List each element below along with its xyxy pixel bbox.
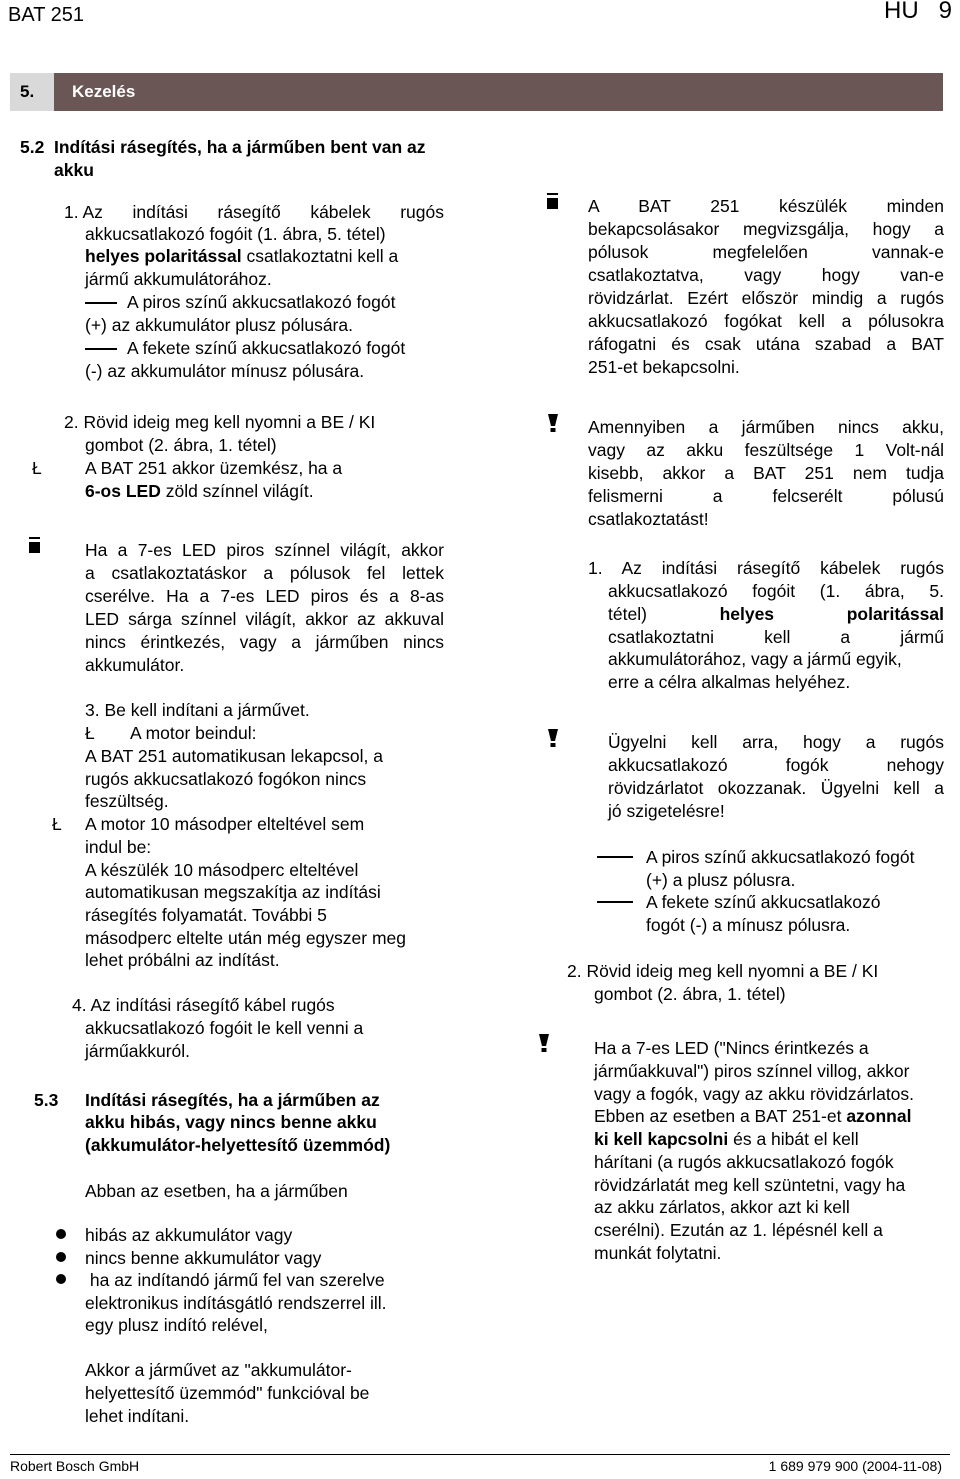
left-outro-l2: helyettesítő üzemmód" funkcióval be — [85, 1383, 370, 1403]
bullet-3-l1: ha az indítandó jármű fel van szerelve — [85, 1270, 385, 1290]
left-step3-l8: A készülék 10 másodperc elteltével — [85, 860, 359, 880]
text: helyes polaritással — [85, 246, 242, 266]
left-step3-l2: A motor beindul: — [130, 723, 257, 743]
s53-title-2: akku hibás, vagy nincs benne akku — [85, 1112, 377, 1132]
section-number: 5. — [20, 82, 35, 101]
left-outro-l3: lehet indítani. — [85, 1406, 190, 1426]
right-warn2-l1: Ügyelni kell arra, hogy a rugós — [608, 732, 944, 752]
text: A fekete színű akkucsatlakozó fogót — [127, 338, 406, 358]
left-step1-line2: akkucsatlakozó fogóit (1. ábra, 5. tétel) — [85, 224, 386, 244]
header-page: HU 9 — [883, 0, 952, 24]
right-warn3-l8: az akku zárlatos, akkor azt ki kell — [594, 1197, 850, 1217]
s52-title-1: Indítási rásegítés, ha a járműben bent van az — [54, 137, 426, 157]
text: és a hibát el kell — [728, 1129, 859, 1149]
right-dash2-l1: A fekete színű akkucsatlakozó — [646, 892, 881, 912]
header-product: BAT 251 — [8, 4, 84, 26]
left-step4-l2: akkucsatlakozó fogóit le kell venni a — [85, 1018, 364, 1038]
warning-icon — [547, 414, 559, 432]
s52-title-2: akku — [54, 160, 94, 180]
text: polaritással — [846, 604, 944, 624]
left-dash-red-1 — [85, 291, 395, 314]
bullet-1: hibás az akkumulátor vagy — [85, 1225, 293, 1245]
right-warn3-l3: vagy a fogók, vagy az akku rövidzárlatos. — [594, 1084, 915, 1104]
text: Az — [82, 202, 103, 222]
right-warn3-l2: járműakkuval") piros színnel villog, akkor — [594, 1061, 910, 1081]
right-note-l3: pólusok megfelelően vannak-e — [588, 242, 944, 262]
left-step1-line4: jármű akkumulátorához. — [85, 269, 272, 289]
left-step3-l9: automatikusan megszakítja az indítási — [85, 882, 381, 902]
footer-docnumber: 1 689 979 900 (2004-11-08) — [768, 1458, 942, 1474]
warning-icon — [538, 1034, 550, 1052]
text: rugós — [400, 202, 444, 222]
left-step3-l6: A motor 10 másodper elteltével sem — [85, 814, 365, 834]
right-warn3-l1: Ha a 7-es LED ("Nincs érintkezés a — [594, 1038, 869, 1058]
s53-number: 5.3 — [34, 1090, 59, 1110]
bullet-2: nincs benne akkumulátor vagy — [85, 1248, 322, 1268]
right-note-l5: rövidzárlat. Ezért először mindig a rugós — [588, 288, 944, 308]
bullet-icon — [56, 1229, 66, 1239]
left-step1-line1 — [64, 201, 444, 224]
right-step1-l4: csatlakoztatni kell a jármű — [608, 627, 944, 647]
text: rásegítő — [217, 202, 281, 222]
left-step3-l1: 3. Be kell indítani a járművet. — [85, 700, 310, 720]
right-warn1-l4: felismerni a felcserélt pólusú — [588, 486, 944, 506]
left-note-l4: LED sárga színnel világít, akkor az akkuval — [85, 609, 444, 629]
text: A piros színű akkucsatlakozó fogót — [127, 292, 396, 312]
dash-icon — [85, 302, 117, 304]
right-dash1-l1: A piros színű akkucsatlakozó fogót — [646, 847, 915, 867]
right-step1-l3 — [608, 603, 944, 626]
right-note-l4: csatlakoztatva, vagy hogy van-e — [588, 265, 944, 285]
note-icon — [547, 193, 558, 209]
right-warn3-l7: rövidzárlatát meg kell szüntetni, vagy ha — [594, 1175, 906, 1195]
left-step2-line3: A BAT 251 akkor üzemkész, ha a — [85, 458, 343, 478]
bullet-3-l2: elektronikus indításgátló rendszerrel ill. — [85, 1293, 387, 1313]
note-icon — [29, 537, 40, 553]
right-warn1-l5: csatlakoztatást! — [588, 509, 709, 529]
text: zöld színnel világít. — [160, 481, 314, 501]
footer-divider — [10, 1454, 950, 1455]
section-title: Kezelés — [72, 82, 136, 101]
right-warn3-l4 — [594, 1105, 911, 1128]
right-warn3-l6: hárítani (a rugós akkucsatlakozó fogók — [594, 1152, 894, 1172]
right-note-l6: akkucsatlakozó fogókat kell a pólusokra — [588, 311, 944, 331]
right-warn1-l3: kisebb, akkor a BAT 251 nem tudja — [588, 463, 944, 483]
text: 1. — [64, 202, 83, 222]
s52-number: 5.2 — [20, 137, 45, 157]
s53-title-3: (akkumulátor-helyettesítő üzemmód) — [85, 1135, 391, 1155]
text: tétel) — [608, 604, 647, 624]
dash-icon — [597, 856, 633, 858]
right-warn1-l2: vagy az akku feszültsége 1 Volt-nál — [588, 440, 944, 460]
left-outro-l1: Akkor a járművet az "akkumulátor- — [85, 1360, 352, 1380]
result-marker: Ł — [32, 458, 42, 478]
right-warn2-l2: akkucsatlakozó fogók nehogy — [608, 755, 944, 775]
bullet-icon — [56, 1274, 66, 1284]
text: Ebben az esetben a BAT 251-et — [594, 1106, 847, 1126]
warning-icon — [547, 729, 559, 747]
right-step2-l1: 2. Rövid ideig meg kell nyomni a BE / KI — [567, 961, 879, 981]
right-dash1-l2: (+) a plusz pólusra. — [646, 870, 796, 890]
text: 6-os LED — [85, 481, 161, 501]
left-note-l6: akkumulátor. — [85, 655, 185, 675]
right-dash2-l2: fogót (-) a mínusz pólusra. — [646, 915, 851, 935]
right-warn2-l4: jó szigetelésre! — [608, 801, 725, 821]
right-warn2-l3: rövidzárlatot okozzanak. Ügyelni kell a — [608, 778, 944, 798]
right-note-l8: 251-et bekapcsolni. — [588, 357, 740, 377]
left-step3-l4: rugós akkucsatlakozó fogókon nincs — [85, 769, 367, 789]
left-step2-line4 — [85, 480, 314, 503]
right-note-l2: bekapcsolásakor megvizsgálja, hogy a — [588, 219, 944, 239]
dash-icon — [597, 901, 633, 903]
right-note-l1: A BAT 251 készülék minden — [588, 196, 944, 216]
left-step4-l1: 4. Az indítási rásegítő kábel rugós — [72, 995, 335, 1015]
left-dash-red-2: (+) az akkumulátor plusz pólusára. — [85, 315, 353, 335]
right-step1-l2: akkucsatlakozó fogóit (1. ábra, 5. — [608, 581, 944, 601]
left-step3-l5: feszültség. — [85, 791, 169, 811]
right-warn3-l9: cserélni). Ezután az 1. lépésnél kell a — [594, 1220, 883, 1240]
dash-icon — [85, 348, 117, 350]
text: ki kell kapcsolni — [594, 1129, 729, 1149]
left-note-l5: nincs érintkezés, vagy a járműben nincs — [85, 632, 444, 652]
s53-title-1: Indítási rásegítés, ha a járműben az — [85, 1090, 380, 1110]
result-marker: Ł — [52, 814, 62, 834]
right-step2-l2: gombot (2. ábra, 1. tétel) — [594, 984, 786, 1004]
left-note-l3: cserélve. Ha a 7-es LED piros és a 8-as — [85, 586, 444, 606]
right-step1-l6: erre a célra alkalmas helyéhez. — [608, 672, 851, 692]
right-warn3-l10: munkát folytatni. — [594, 1243, 722, 1263]
left-step2-line1: 2. Rövid ideig meg kell nyomni a BE / KI — [64, 412, 376, 432]
text: azonnal — [846, 1106, 912, 1126]
text: helyes — [719, 604, 775, 624]
text: csatlakoztatni kell a — [241, 246, 399, 266]
left-step4-l3: járműakkuról. — [85, 1041, 191, 1061]
left-step3-l11: másodperc eltelte után még egyszer meg — [85, 928, 406, 948]
text: kábelek — [310, 202, 371, 222]
left-step3-l7: indul be: — [85, 837, 152, 857]
left-step3-l10: rásegítés folyamatát. További 5 — [85, 905, 327, 925]
left-step3-l12: lehet próbálni az indítást. — [85, 950, 280, 970]
right-step1-l1: 1. Az indítási rásegítő kábelek rugós — [588, 558, 944, 578]
result-marker: Ł — [85, 723, 95, 743]
bullet-3-l3: egy plusz indító relével, — [85, 1315, 268, 1335]
section-band-title-bg — [54, 73, 943, 111]
left-step2-line2: gombot (2. ábra, 1. tétel) — [85, 435, 277, 455]
left-note-l2: a csatlakoztatáskor a pólusok fel lettek — [85, 563, 444, 583]
left-dash-black-2: (-) az akkumulátor mínusz pólusára. — [85, 361, 365, 381]
left-step3-l3: A BAT 251 automatikusan lekapcsol, a — [85, 746, 384, 766]
right-step1-l5: akkumulátorához, vagy a jármű egyik, — [608, 649, 902, 669]
left-intro: Abban az esetben, ha a járműben — [85, 1181, 348, 1201]
text: indítási — [132, 202, 188, 222]
left-note-l1: Ha a 7-es LED piros színnel világít, akkor — [85, 540, 444, 560]
left-step1-line3 — [85, 245, 398, 268]
footer-company: Robert Bosch GmbH — [10, 1458, 140, 1474]
right-warn1-l1: Amennyiben a járműben nincs akku, — [588, 417, 944, 437]
bullet-icon — [56, 1252, 66, 1262]
left-dash-black-1 — [85, 337, 405, 360]
right-warn3-l5 — [594, 1128, 859, 1151]
right-note-l7: ráfogatni és csak utána szabad a BAT — [588, 334, 944, 354]
